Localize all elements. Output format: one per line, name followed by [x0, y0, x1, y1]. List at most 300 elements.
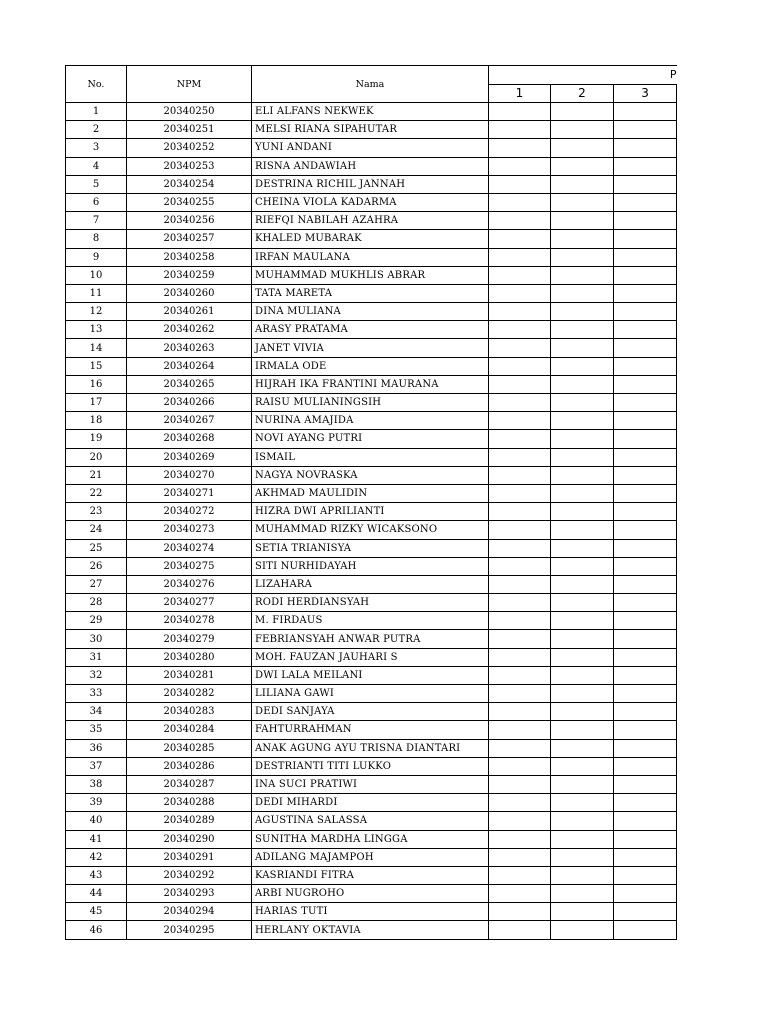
cell-session-1[interactable]: [489, 885, 551, 903]
cell-session-1[interactable]: [489, 739, 551, 757]
cell-session-1[interactable]: [489, 139, 551, 157]
cell-session-1[interactable]: [489, 157, 551, 175]
cell-session-3[interactable]: [614, 739, 677, 757]
cell-no: 1: [66, 103, 127, 121]
cell-session-2[interactable]: [551, 394, 614, 412]
cell-npm: 20340253: [127, 157, 252, 175]
cell-npm: 20340254: [127, 175, 252, 193]
cell-no: 43: [66, 866, 127, 884]
cell-session-3[interactable]: [614, 303, 677, 321]
cell-no: 24: [66, 521, 127, 539]
table-row: [66, 666, 677, 684]
cell-session-3[interactable]: [614, 721, 677, 739]
cell-no: 3: [66, 139, 127, 157]
cell-session-1[interactable]: [489, 230, 551, 248]
cell-session-2[interactable]: [551, 885, 614, 903]
cell-npm: 20340278: [127, 612, 252, 630]
cell-session-2[interactable]: [551, 630, 614, 648]
cell-nama: NURINA AMAJIDA: [252, 412, 489, 430]
cell-nama: MUHAMMAD MUKHLIS ABRAR: [252, 266, 489, 284]
cell-nama: ARBI NUGROHO: [252, 885, 489, 903]
table-row: [66, 794, 677, 812]
table-row: [66, 357, 677, 375]
cell-npm: 20340257: [127, 230, 252, 248]
cell-no: 31: [66, 648, 127, 666]
cell-nama: KASRIANDI FITRA: [252, 866, 489, 884]
table-row: [66, 121, 677, 139]
cell-npm: 20340252: [127, 139, 252, 157]
cell-session-3[interactable]: [614, 466, 677, 484]
cell-session-2[interactable]: [551, 139, 614, 157]
cell-no: 45: [66, 903, 127, 921]
cell-nama: ANAK AGUNG AYU TRISNA DIANTARI: [252, 739, 489, 757]
cell-nama: IRMALA ODE: [252, 357, 489, 375]
cell-npm: 20340258: [127, 248, 252, 266]
cell-session-1[interactable]: [489, 575, 551, 593]
cell-session-1[interactable]: [489, 539, 551, 557]
cell-session-3[interactable]: [614, 430, 677, 448]
table-row: [66, 830, 677, 848]
cell-npm: 20340250: [127, 103, 252, 121]
cell-npm: 20340288: [127, 794, 252, 812]
cell-session-2[interactable]: [551, 121, 614, 139]
cell-session-3[interactable]: [614, 357, 677, 375]
cell-nama: AGUSTINA SALASSA: [252, 812, 489, 830]
cell-session-1[interactable]: [489, 612, 551, 630]
cell-session-1[interactable]: [489, 484, 551, 502]
header-nama: Nama: [252, 66, 489, 103]
cell-session-1[interactable]: [489, 430, 551, 448]
cell-session-3[interactable]: [614, 521, 677, 539]
cell-npm: 20340287: [127, 775, 252, 793]
table-row: [66, 594, 677, 612]
cell-npm: 20340284: [127, 721, 252, 739]
attendance-table: [65, 65, 677, 940]
cell-no: 36: [66, 739, 127, 757]
cell-npm: 20340264: [127, 357, 252, 375]
cell-session-1[interactable]: [489, 648, 551, 666]
table-row: [66, 866, 677, 884]
cell-session-1[interactable]: [489, 412, 551, 430]
cell-no: 21: [66, 466, 127, 484]
cell-no: 20: [66, 448, 127, 466]
cell-nama: FAHTURRAHMAN: [252, 721, 489, 739]
cell-session-1[interactable]: [489, 721, 551, 739]
cell-no: 23: [66, 503, 127, 521]
table-row: [66, 303, 677, 321]
cell-npm: 20340280: [127, 648, 252, 666]
cell-nama: RODI HERDIANSYAH: [252, 594, 489, 612]
table-row: [66, 921, 677, 939]
cell-no: 26: [66, 557, 127, 575]
cell-session-1[interactable]: [489, 193, 551, 211]
cell-no: 33: [66, 685, 127, 703]
cell-npm: 20340263: [127, 339, 252, 357]
table-row: [66, 230, 677, 248]
cell-no: 19: [66, 430, 127, 448]
cell-session-2[interactable]: [551, 830, 614, 848]
cell-session-1[interactable]: [489, 394, 551, 412]
cell-session-1[interactable]: [489, 794, 551, 812]
cell-session-3[interactable]: [614, 394, 677, 412]
cell-nama: FEBRIANSYAH ANWAR PUTRA: [252, 630, 489, 648]
cell-session-3[interactable]: [614, 612, 677, 630]
cell-session-2[interactable]: [551, 321, 614, 339]
cell-session-1[interactable]: [489, 375, 551, 393]
cell-session-2[interactable]: [551, 666, 614, 684]
cell-nama: SITI NURHIDAYAH: [252, 557, 489, 575]
cell-session-1[interactable]: [489, 284, 551, 302]
cell-session-3[interactable]: [614, 757, 677, 775]
cell-nama: NAGYA NOVRASKA: [252, 466, 489, 484]
cell-session-1[interactable]: [489, 357, 551, 375]
cell-session-1[interactable]: [489, 103, 551, 121]
cell-session-1[interactable]: [489, 121, 551, 139]
cell-session-3[interactable]: [614, 885, 677, 903]
cell-session-3[interactable]: [614, 321, 677, 339]
cell-nama: MELSI RIANA SIPAHUTAR: [252, 121, 489, 139]
cell-session-3[interactable]: [614, 503, 677, 521]
cell-no: 22: [66, 484, 127, 502]
cell-session-2[interactable]: [551, 703, 614, 721]
cell-session-2[interactable]: [551, 794, 614, 812]
cell-session-3[interactable]: [614, 830, 677, 848]
cell-nama: INA SUCI PRATIWI: [252, 775, 489, 793]
cell-session-3[interactable]: [614, 121, 677, 139]
cell-npm: 20340266: [127, 394, 252, 412]
cell-session-3[interactable]: [614, 630, 677, 648]
cell-session-2[interactable]: [551, 339, 614, 357]
cell-session-1[interactable]: [489, 921, 551, 939]
cell-session-2[interactable]: [551, 557, 614, 575]
cell-session-1[interactable]: [489, 248, 551, 266]
table-row: [66, 630, 677, 648]
cell-nama: YUNI ANDANI: [252, 139, 489, 157]
table-body: [66, 103, 677, 940]
cell-session-2[interactable]: [551, 375, 614, 393]
cell-nama: HIJRAH IKA FRANTINI MAURANA: [252, 375, 489, 393]
table-row: [66, 739, 677, 757]
cell-session-2[interactable]: [551, 157, 614, 175]
cell-nama: ARASY PRATAMA: [252, 321, 489, 339]
cell-session-3[interactable]: [614, 175, 677, 193]
cell-session-2[interactable]: [551, 357, 614, 375]
cell-no: 8: [66, 230, 127, 248]
cell-session-3[interactable]: [614, 212, 677, 230]
cell-no: 44: [66, 885, 127, 903]
table-row: [66, 521, 677, 539]
cell-no: 18: [66, 412, 127, 430]
cell-session-1[interactable]: [489, 339, 551, 357]
cell-no: 16: [66, 375, 127, 393]
cell-session-2[interactable]: [551, 303, 614, 321]
cell-session-3[interactable]: [614, 448, 677, 466]
table-row: [66, 903, 677, 921]
cell-session-3[interactable]: [614, 848, 677, 866]
cell-session-2[interactable]: [551, 921, 614, 939]
cell-npm: 20340285: [127, 739, 252, 757]
cell-session-1[interactable]: [489, 557, 551, 575]
table-row: [66, 175, 677, 193]
header-session-1: 1: [489, 84, 551, 103]
cell-nama: HIZRA DWI APRILIANTI: [252, 503, 489, 521]
cell-session-1[interactable]: [489, 685, 551, 703]
table-row: [66, 539, 677, 557]
cell-nama: TATA MARETA: [252, 284, 489, 302]
cell-npm: 20340289: [127, 812, 252, 830]
cell-session-2[interactable]: [551, 521, 614, 539]
cell-session-2[interactable]: [551, 866, 614, 884]
table-row: [66, 721, 677, 739]
cell-session-3[interactable]: [614, 703, 677, 721]
cell-session-1[interactable]: [489, 212, 551, 230]
cell-npm: 20340261: [127, 303, 252, 321]
cell-session-2[interactable]: [551, 230, 614, 248]
cell-session-3[interactable]: [614, 666, 677, 684]
cell-no: 6: [66, 193, 127, 211]
cell-nama: NOVI AYANG PUTRI: [252, 430, 489, 448]
table-row: [66, 812, 677, 830]
cell-npm: 20340290: [127, 830, 252, 848]
cell-session-2[interactable]: [551, 648, 614, 666]
cell-session-3[interactable]: [614, 193, 677, 211]
cell-nama: ISMAIL: [252, 448, 489, 466]
cell-npm: 20340251: [127, 121, 252, 139]
cell-session-3[interactable]: [614, 157, 677, 175]
cell-no: 34: [66, 703, 127, 721]
cell-nama: LILIANA GAWI: [252, 685, 489, 703]
cell-no: 15: [66, 357, 127, 375]
cell-session-2[interactable]: [551, 212, 614, 230]
cell-session-3[interactable]: [614, 594, 677, 612]
cell-nama: SUNITHA MARDHA LINGGA: [252, 830, 489, 848]
cell-no: 29: [66, 612, 127, 630]
cell-nama: LIZAHARA: [252, 575, 489, 593]
table-row: [66, 703, 677, 721]
cell-nama: KHALED MUBARAK: [252, 230, 489, 248]
cell-session-2[interactable]: [551, 448, 614, 466]
cell-session-3[interactable]: [614, 103, 677, 121]
cell-npm: 20340283: [127, 703, 252, 721]
cell-npm: 20340276: [127, 575, 252, 593]
table-row: [66, 430, 677, 448]
cell-session-1[interactable]: [489, 466, 551, 484]
cell-npm: 20340268: [127, 430, 252, 448]
cell-nama: DEDI MIHARDI: [252, 794, 489, 812]
cell-session-1[interactable]: [489, 503, 551, 521]
table-row: [66, 339, 677, 357]
cell-nama: ADILANG MAJAMPOH: [252, 848, 489, 866]
cell-session-2[interactable]: [551, 539, 614, 557]
table-row: [66, 557, 677, 575]
cell-session-1[interactable]: [489, 703, 551, 721]
cell-no: 42: [66, 848, 127, 866]
header-npm: NPM: [127, 66, 252, 103]
cell-npm: 20340267: [127, 412, 252, 430]
table-row: [66, 775, 677, 793]
cell-session-3[interactable]: [614, 685, 677, 703]
cell-npm: 20340281: [127, 666, 252, 684]
cell-no: 41: [66, 830, 127, 848]
cell-session-2[interactable]: [551, 484, 614, 502]
cell-session-3[interactable]: [614, 648, 677, 666]
cell-npm: 20340259: [127, 266, 252, 284]
cell-session-3[interactable]: [614, 794, 677, 812]
cell-session-1[interactable]: [489, 303, 551, 321]
header-no: No.: [66, 66, 127, 103]
cell-session-2[interactable]: [551, 757, 614, 775]
cell-nama: M. FIRDAUS: [252, 612, 489, 630]
table-row: [66, 757, 677, 775]
table-row: [66, 648, 677, 666]
table-row: [66, 139, 677, 157]
cell-nama: CHEINA VIOLA KADARMA: [252, 193, 489, 211]
cell-nama: AKHMAD MAULIDIN: [252, 484, 489, 502]
cell-nama: HARIAS TUTI: [252, 903, 489, 921]
cell-no: 25: [66, 539, 127, 557]
cell-session-1[interactable]: [489, 594, 551, 612]
cell-nama: JANET VIVIA: [252, 339, 489, 357]
cell-npm: 20340273: [127, 521, 252, 539]
cell-session-2[interactable]: [551, 612, 614, 630]
cell-no: 7: [66, 212, 127, 230]
cell-session-2[interactable]: [551, 575, 614, 593]
cell-session-2[interactable]: [551, 266, 614, 284]
header-session-2: 2: [551, 84, 614, 103]
table-row: [66, 466, 677, 484]
cell-nama: RAISU MULIANINGSIH: [252, 394, 489, 412]
table-row: [66, 448, 677, 466]
cell-nama: IRFAN MAULANA: [252, 248, 489, 266]
table-row: [66, 266, 677, 284]
cell-npm: 20340269: [127, 448, 252, 466]
cell-npm: 20340274: [127, 539, 252, 557]
cell-session-2[interactable]: [551, 284, 614, 302]
header-row-top: [66, 66, 677, 85]
table-row: [66, 157, 677, 175]
cell-session-1[interactable]: [489, 757, 551, 775]
cell-session-3[interactable]: [614, 921, 677, 939]
cell-npm: 20340279: [127, 630, 252, 648]
cell-session-2[interactable]: [551, 430, 614, 448]
cell-session-1[interactable]: [489, 321, 551, 339]
cell-session-2[interactable]: [551, 775, 614, 793]
cell-npm: 20340294: [127, 903, 252, 921]
cell-session-2[interactable]: [551, 739, 614, 757]
table-row: [66, 484, 677, 502]
cell-session-1[interactable]: [489, 448, 551, 466]
cell-session-1[interactable]: [489, 775, 551, 793]
cell-session-2[interactable]: [551, 193, 614, 211]
cell-session-3[interactable]: [614, 812, 677, 830]
cell-no: 35: [66, 721, 127, 739]
cell-session-3[interactable]: [614, 557, 677, 575]
cell-session-2[interactable]: [551, 175, 614, 193]
cell-session-3[interactable]: [614, 412, 677, 430]
cell-no: 39: [66, 794, 127, 812]
cell-session-2[interactable]: [551, 503, 614, 521]
table-row: [66, 612, 677, 630]
cell-npm: 20340260: [127, 284, 252, 302]
cell-nama: DINA MULIANA: [252, 303, 489, 321]
cell-session-2[interactable]: [551, 721, 614, 739]
cell-session-3[interactable]: [614, 775, 677, 793]
cell-session-3[interactable]: [614, 575, 677, 593]
cell-session-1[interactable]: [489, 521, 551, 539]
cell-session-2[interactable]: [551, 466, 614, 484]
cell-npm: 20340277: [127, 594, 252, 612]
table-row: [66, 685, 677, 703]
cell-no: 46: [66, 921, 127, 939]
cell-no: 4: [66, 157, 127, 175]
cell-npm: 20340292: [127, 866, 252, 884]
cell-session-2[interactable]: [551, 412, 614, 430]
cell-no: 28: [66, 594, 127, 612]
cell-session-3[interactable]: [614, 139, 677, 157]
cell-session-1[interactable]: [489, 848, 551, 866]
cell-session-3[interactable]: [614, 903, 677, 921]
cell-session-3[interactable]: [614, 284, 677, 302]
cell-no: 14: [66, 339, 127, 357]
table-row: [66, 193, 677, 211]
cell-session-3[interactable]: [614, 230, 677, 248]
cell-session-3[interactable]: [614, 375, 677, 393]
cell-session-3[interactable]: [614, 484, 677, 502]
cell-session-1[interactable]: [489, 630, 551, 648]
cell-nama: SETIA TRIANISYA: [252, 539, 489, 557]
cell-nama: ELI ALFANS NEKWEK: [252, 103, 489, 121]
cell-session-2[interactable]: [551, 685, 614, 703]
cell-session-1[interactable]: [489, 830, 551, 848]
cell-session-1[interactable]: [489, 175, 551, 193]
cell-session-3[interactable]: [614, 339, 677, 357]
cell-no: 17: [66, 394, 127, 412]
cell-npm: 20340271: [127, 484, 252, 502]
cell-session-3[interactable]: [614, 539, 677, 557]
cell-session-1[interactable]: [489, 266, 551, 284]
cell-no: 38: [66, 775, 127, 793]
cell-npm: 20340255: [127, 193, 252, 211]
header-session-3: 3: [614, 84, 677, 103]
cell-session-3[interactable]: [614, 866, 677, 884]
cell-npm: 20340272: [127, 503, 252, 521]
table-row: [66, 885, 677, 903]
cell-npm: 20340270: [127, 466, 252, 484]
cell-nama: HERLANY OKTAVIA: [252, 921, 489, 939]
cell-no: 12: [66, 303, 127, 321]
cell-session-2[interactable]: [551, 903, 614, 921]
cell-session-2[interactable]: [551, 248, 614, 266]
cell-npm: 20340265: [127, 375, 252, 393]
cell-session-1[interactable]: [489, 866, 551, 884]
cell-no: 2: [66, 121, 127, 139]
cell-session-2[interactable]: [551, 812, 614, 830]
header-session-group: P: [489, 66, 677, 85]
cell-session-2[interactable]: [551, 594, 614, 612]
cell-session-2[interactable]: [551, 848, 614, 866]
cell-session-1[interactable]: [489, 812, 551, 830]
cell-session-1[interactable]: [489, 666, 551, 684]
cell-no: 30: [66, 630, 127, 648]
cell-nama: MUHAMMAD RIZKY WICAKSONO: [252, 521, 489, 539]
cell-session-2[interactable]: [551, 103, 614, 121]
cell-session-3[interactable]: [614, 248, 677, 266]
cell-nama: DWI LALA MEILANI: [252, 666, 489, 684]
cell-nama: DESTRIANTI TITI LUKKO: [252, 757, 489, 775]
table-row: [66, 212, 677, 230]
cell-session-1[interactable]: [489, 903, 551, 921]
cell-session-3[interactable]: [614, 266, 677, 284]
